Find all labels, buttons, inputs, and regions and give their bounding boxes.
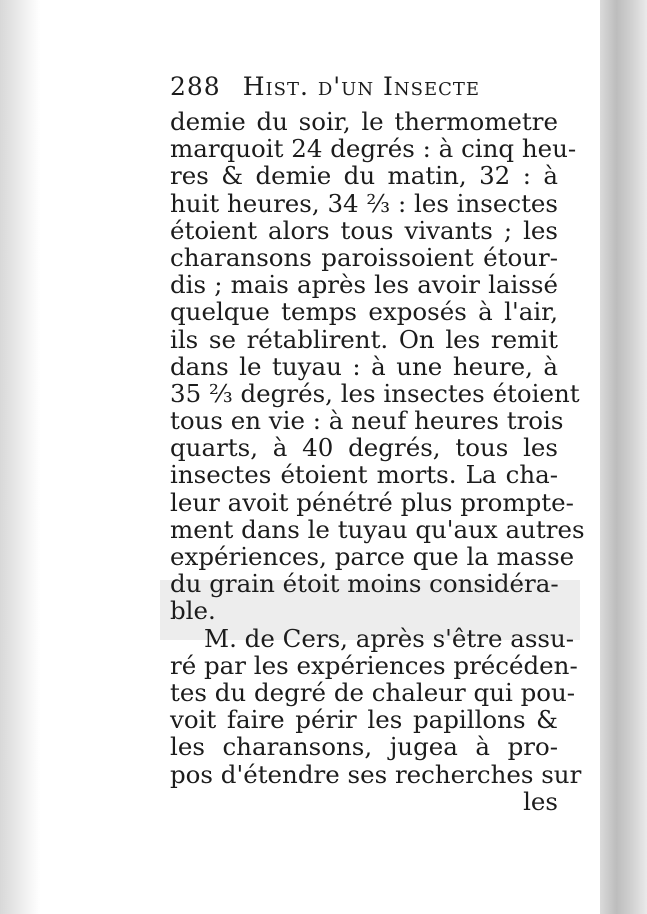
text-line: quarts, à 40 degrés, tous les xyxy=(170,433,558,463)
text-line: marquoit 24 degrés : à cinq heu- xyxy=(170,134,577,164)
page-number: 288 xyxy=(170,72,221,101)
catchword: les xyxy=(523,786,558,816)
text-line: ment dans le tuyau qu'aux autres xyxy=(170,514,585,544)
text-line: 35 ⅔ degrés, les insectes étoient xyxy=(170,378,580,408)
text-line: demie du soir, le thermometre xyxy=(170,107,558,136)
text-line: pos d'étendre ses recherches sur xyxy=(170,759,582,789)
text-line: ré par les expériences précéden- xyxy=(170,650,578,680)
text-line: res & demie du matin, 32 : à xyxy=(170,161,558,191)
text-line: expériences, parce que la masse xyxy=(170,542,575,571)
text-line: ble. xyxy=(170,596,216,626)
text-line: quelque temps exposés à l'air, xyxy=(170,297,558,327)
text-line: tes du degré de chaleur qui pou- xyxy=(170,677,576,707)
text-line: tous en vie : à neuf heures trois xyxy=(170,406,564,436)
text-line: dans le tuyau : à une heure, à xyxy=(170,351,558,381)
text-line: huit heures, 34 ⅔ : les insectes xyxy=(170,188,559,218)
page-text xyxy=(170,107,585,816)
text-line: voit faire périr les papillons & xyxy=(170,705,558,735)
text-line: leur avoit pénétré plus prompte- xyxy=(170,487,574,517)
text-line: insectes étoient morts. La cha- xyxy=(170,460,558,490)
text-line: étoient alors tous vivants ; les xyxy=(170,215,558,245)
text-line: charansons paroissoient étour- xyxy=(170,242,558,272)
text-line: ils se rétablirent. On les remit xyxy=(170,324,558,354)
text-line: les charansons, jugea à pro- xyxy=(170,732,558,762)
text-line: M. de Cers, après s'être assu- xyxy=(204,623,575,653)
page-edge xyxy=(600,0,647,914)
gutter-shadow xyxy=(0,0,40,914)
running-title: Hist. d'un Insecte xyxy=(242,72,481,101)
running-header xyxy=(170,72,480,101)
text-line: du grain étoit moins considéra- xyxy=(170,569,559,599)
text-line: dis ; mais après les avoir laissé xyxy=(170,270,558,300)
